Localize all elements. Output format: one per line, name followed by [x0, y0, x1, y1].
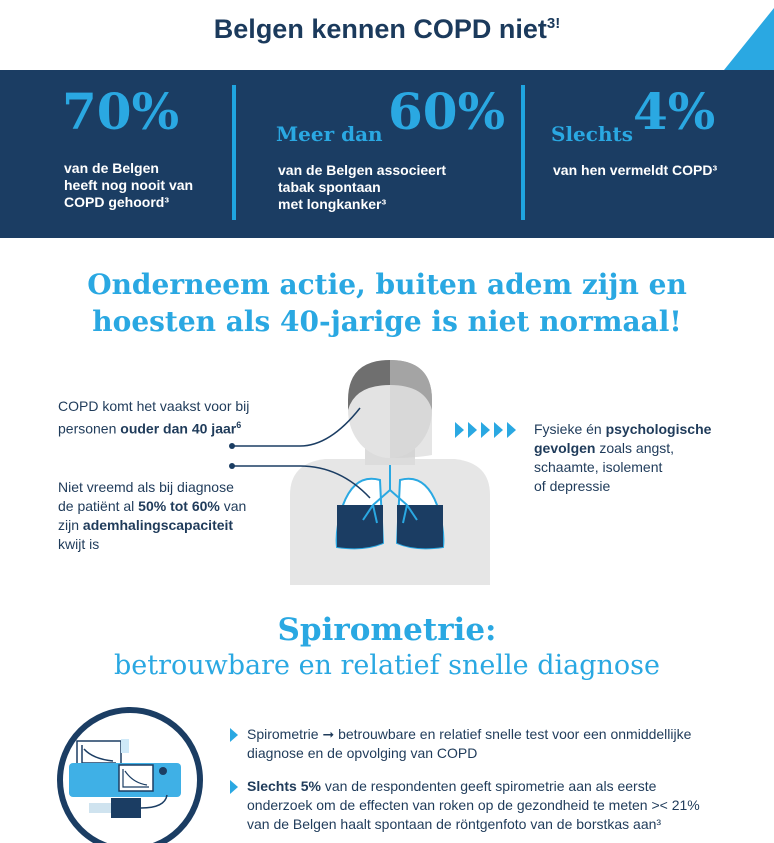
- bullet-1: Spirometrie ➞ betrouwbare en relatief snelle test voor een onmiddellijke diagnose en de opvolging van COPD: [247, 726, 692, 761]
- stat-2-prefix: Meer dan: [276, 122, 383, 146]
- stat-1-value: 70%: [62, 82, 180, 141]
- stat-1: [62, 70, 222, 238]
- note-consequences: Fysieke én psychologische gevolgen zoals angst, schaamte, isolement of depressie: [534, 421, 712, 494]
- stat-3-value: 4%: [633, 82, 716, 141]
- stats-band: [0, 70, 774, 238]
- stat-2-desc: van de Belgen associeert tabak spontaan met longkanker³: [278, 162, 447, 212]
- note-age: COPD komt het vaakst voor bij personen ouder dan 40 jaar$^6$: [58, 398, 250, 437]
- title-bar: [0, 0, 774, 70]
- page-title: Belgen kennen COPD niet$^{3!}$: [213, 14, 561, 44]
- divider-2: [521, 85, 525, 220]
- headline: [0, 266, 774, 340]
- spiro-subtitle: betrouwbare en relatief snelle diagnose: [113, 650, 661, 681]
- bullet-1-icon: [230, 728, 238, 742]
- spirometer-icon: [55, 705, 205, 843]
- headline-line-2: hoesten als 40-jarige is niet normaal!: [92, 305, 682, 338]
- bullet-2: Slechts 5% van de respondenten geeft spirometrie aan als eerste onderzoek om de effecten van roken op de gezondheid te meten >< 21% van de Belgen haalt spontaan de röntgenfoto van de borstkas aan³: [247, 778, 700, 832]
- stat-3: [551, 70, 761, 238]
- stat-2-value: 60%: [388, 82, 506, 141]
- divider-1: [232, 85, 236, 220]
- headline-line-1: Onderneem actie, buiten adem zijn en: [87, 268, 687, 301]
- arrows-icon: [455, 421, 525, 439]
- bullet-2-icon: [230, 780, 238, 794]
- spiro-title: Spirometrie:: [277, 612, 497, 648]
- corner-accent: [724, 0, 774, 70]
- stat-2: [276, 70, 516, 238]
- stat-3-desc: van hen vermeldt COPD³: [553, 162, 718, 178]
- stat-3-prefix: Slechts: [551, 122, 633, 146]
- note-capacity: Niet vreemd als bij diagnose de patiënt al 50% tot 60% van zijn ademhalingscapaciteit kwijt is: [58, 479, 247, 552]
- stat-1-desc: van de Belgen heeft nog nooit van COPD gehoord³: [64, 160, 194, 210]
